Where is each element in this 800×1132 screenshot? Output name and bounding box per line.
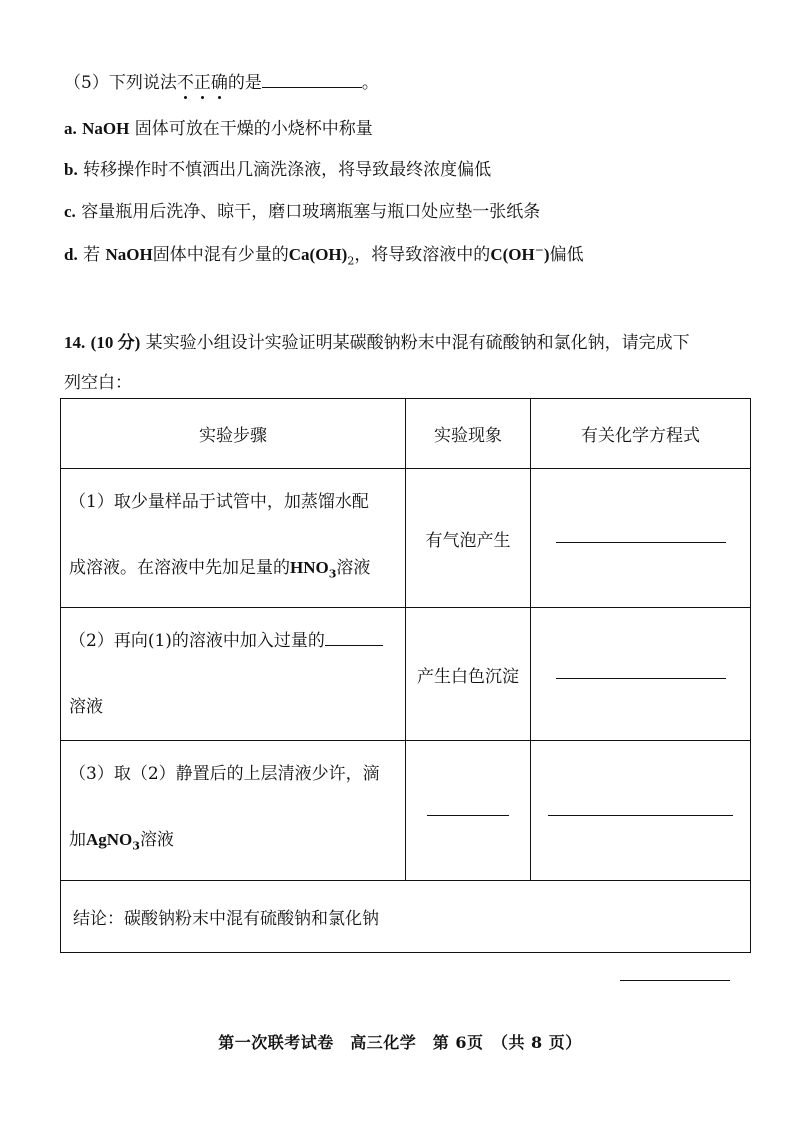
option-d-post: 偏低: [549, 245, 584, 265]
option-d-label: d.: [64, 245, 78, 264]
option-d-formula-3-close: ): [543, 245, 550, 264]
header-step: 实验步骤: [61, 399, 406, 469]
reagent-blank[interactable]: [325, 629, 383, 646]
option-b-text: 转移操作时不慎洒出几滴洗涤液，将导致最终浓度偏低: [83, 160, 492, 180]
option-c-text: 容量瓶用后洗净、晾干，磨口玻璃瓶塞与瓶口处应垫一张纸条: [81, 202, 541, 222]
step-2: [61, 608, 406, 741]
step-3-formula-sub: 3: [132, 839, 140, 853]
step-3-line-2-pre: 加: [69, 830, 86, 851]
phenomenon-3-cell: [406, 741, 531, 880]
phenomenon-2: 产生白色沉淀: [406, 608, 531, 741]
table-row-2: [61, 608, 751, 741]
option-c: [64, 197, 540, 222]
step-1-formula: HNO: [290, 558, 329, 577]
equation-3-cell: [531, 741, 751, 880]
option-d-mid: 固体中混有少量的: [152, 245, 289, 265]
q5-emph-2: 正: [194, 68, 211, 93]
table-header-row: [61, 399, 751, 469]
table-row-1: [61, 469, 751, 608]
q5-suffix: 的是: [227, 73, 262, 93]
score-line: [620, 980, 730, 981]
question-14-line-1: [64, 328, 690, 353]
q14-score: (10 分): [90, 333, 141, 352]
question-14-line-2: [64, 368, 132, 393]
option-d-formula-2: Ca(OH): [288, 245, 348, 264]
header-phenomenon: 实验现象: [406, 399, 531, 469]
option-d-formula-3: C(OH: [490, 245, 535, 264]
q14-text-1: 某实验小组设计实验证明某碳酸钠粉末中混有硫酸钠和氯化钠，请完成下: [145, 333, 690, 353]
step-1-line-2-post: 溶液: [336, 558, 371, 578]
equation-1-cell: [531, 469, 751, 608]
option-a-formula: NaOH: [82, 119, 130, 138]
step-3-formula: AgNO: [86, 830, 133, 850]
step-3: [61, 741, 406, 880]
header-equation: 有关化学方程式: [531, 399, 751, 469]
option-d-formula-2-sub: 2: [347, 254, 355, 268]
option-d-mid2: ，将导致溶液中的: [354, 245, 491, 265]
step-1-formula-sub: 3: [328, 567, 337, 581]
option-a: [64, 114, 373, 139]
option-a-text: 固体可放在干燥的小烧杯中称量: [134, 119, 373, 139]
table-conclusion-row: [61, 880, 751, 952]
step-1-line-2: [69, 535, 405, 607]
option-c-label: c.: [64, 202, 76, 221]
q14-number: 14.: [64, 333, 86, 352]
equation-2-blank[interactable]: [556, 677, 726, 679]
q5-prefix: （5）下列说法: [64, 73, 177, 93]
step-2-line-2: 溶液: [69, 697, 103, 718]
step-1-line-2-pre: 成溶液。在溶液中先加足量的: [69, 558, 290, 578]
step-1-line-1: （1）取少量样品于试管中，加蒸馏水配: [69, 492, 369, 512]
step-2-line-1-text: （2）再向(1)的溶液中加入过量的: [69, 631, 325, 652]
step-1: [61, 469, 406, 608]
option-d-formula-1: NaOH: [105, 245, 153, 264]
q5-emph-3: 确: [211, 68, 228, 93]
step-3-line-2-post: 溶液: [139, 830, 174, 851]
step-2-line-1: [69, 608, 405, 674]
option-b-label: b.: [64, 160, 78, 179]
option-d: [64, 240, 584, 267]
step-3-line-2: [69, 807, 405, 879]
phenomenon-1: 有气泡产生: [406, 469, 531, 608]
q5-emph-1: 不: [177, 68, 194, 93]
experiment-table: [60, 398, 751, 953]
table-row-3: [61, 741, 751, 880]
question-5: [64, 68, 379, 93]
equation-3-blank[interactable]: [548, 814, 733, 816]
option-b: [64, 155, 491, 180]
conclusion: 结论：碳酸钠粉末中混有硫酸钠和氯化钠: [61, 880, 751, 952]
q5-end: 。: [361, 73, 379, 93]
option-d-formula-3-sup: −: [534, 243, 544, 257]
q14-text-2: 列空白：: [64, 373, 132, 393]
option-a-label: a.: [64, 119, 77, 138]
page-footer: 第一次联考试卷 高三化学 第 6页 （共 8 页）: [218, 1033, 582, 1052]
phenomenon-3-blank[interactable]: [427, 814, 509, 816]
option-d-pre: 若: [83, 245, 101, 265]
equation-1-blank[interactable]: [556, 541, 726, 543]
q5-answer-blank[interactable]: [262, 69, 362, 88]
equation-2-cell: [531, 608, 751, 741]
step-3-line-1: （3）取（2）静置后的上层清液少许，滴: [69, 764, 380, 785]
